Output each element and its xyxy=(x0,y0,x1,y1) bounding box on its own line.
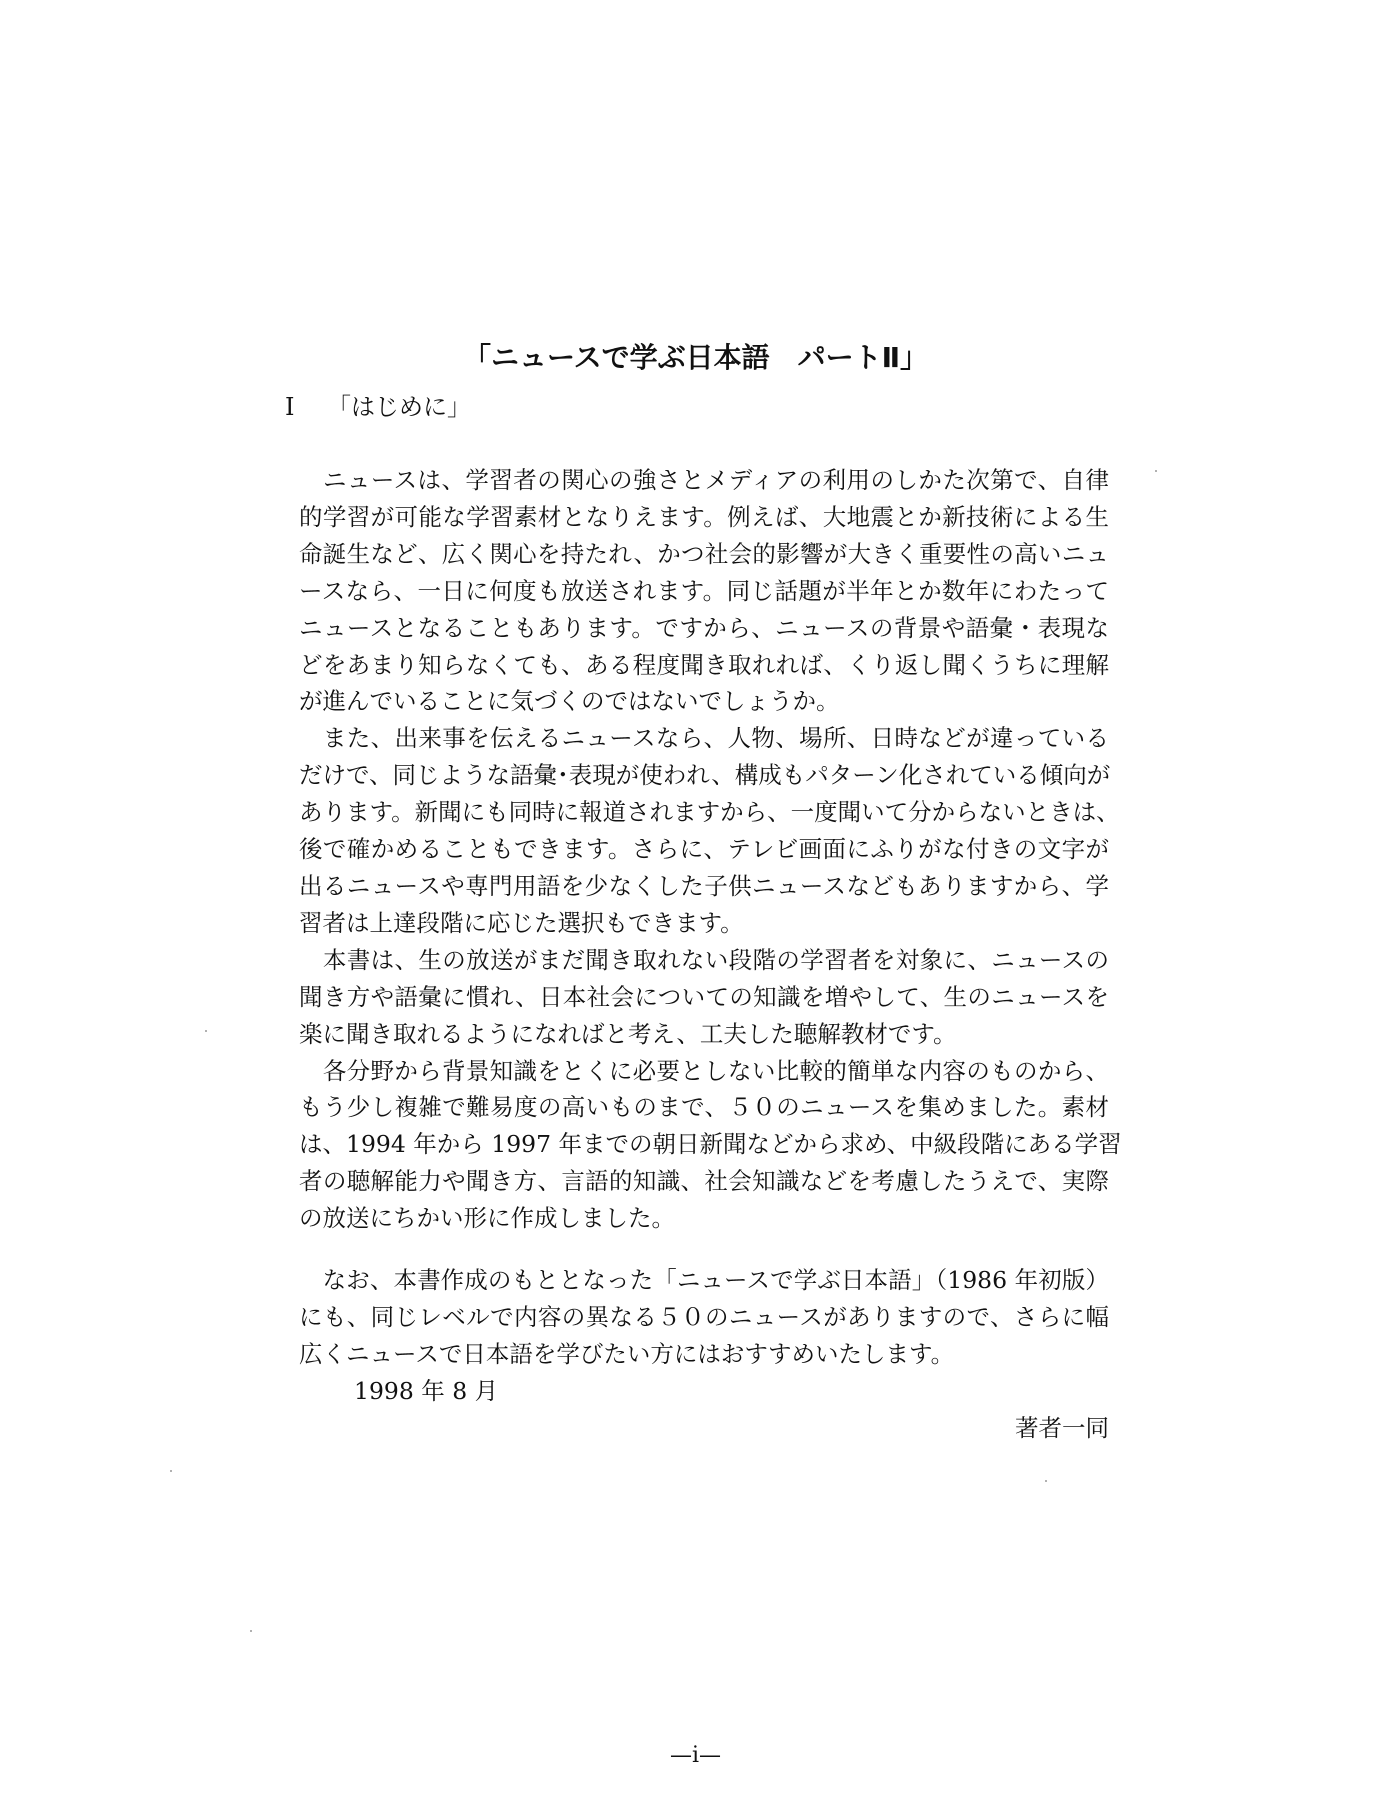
body-line: どをあまり知らなくても、ある程度聞き取れれば、くり返し聞くうちに理解 xyxy=(299,650,1109,679)
date: 1998 年 8 月 xyxy=(354,1376,499,1405)
body-line: だけで、同じような語彙･表現が使われ、構成もパターン化されている傾向が xyxy=(299,761,1111,790)
body-line: 出るニュースや専門用語を少なくした子供ニュースなどもありますから、学 xyxy=(299,871,1109,900)
body-line: ニュースは、学習者の関心の強さとメディアの利用のしかた次第で、自律 xyxy=(299,466,1109,494)
scan-speck xyxy=(1045,1480,1047,1482)
body-line: あります。新聞にも同時に報道されますから、一度聞いて分からないときは、 xyxy=(299,798,1120,827)
body-line: の放送にちかい形に作成しました。 xyxy=(299,1204,675,1233)
scan-speck xyxy=(170,1470,172,1472)
note-line: にも、同じレベルで内容の異なる５０のニュースがありますので、さらに幅 xyxy=(299,1302,1109,1331)
page-title: 「ニュースで学ぶ日本語 パートⅡ」 xyxy=(462,341,929,374)
intro-body xyxy=(299,462,1122,1237)
body-line: 者の聴解能力や聞き方、言語的知識、社会知識などを考慮したうえで、実際 xyxy=(299,1167,1109,1196)
body-line: もう少し複雑で難易度の高いものまで、５０のニュースを集めました。素材 xyxy=(299,1093,1109,1122)
body-line: ースなら、一日に何度も放送されます。同じ話題が半年とか数年にわたって xyxy=(299,576,1109,605)
scan-speck xyxy=(1155,470,1157,472)
body-line: が進んでいることに気づくのではないでしょうか。 xyxy=(299,687,840,716)
body-line: 的学習が可能な学習素材となりえます。例えば、大地震とか新技術による生 xyxy=(299,502,1109,531)
body-line: 楽に聞き取れるようになればと考え、工夫した聴解教材です。 xyxy=(299,1019,957,1048)
section-title: 「はじめに」 xyxy=(327,393,471,421)
body-line: は、1994 年から 1997 年までの朝日新聞などから求め、中級段階にある学習 xyxy=(299,1130,1122,1159)
note-line: なお、本書作成のもととなった「ニュースで学ぶ日本語」（1986 年初版） xyxy=(299,1266,1109,1294)
body-line: また、出来事を伝えるニュースなら、人物、場所、日時などが違っている xyxy=(299,724,1109,753)
body-line: 後で確かめることもできます。さらに、テレビ画面にふりがな付きの文字が xyxy=(299,835,1109,864)
body-line: ニュースとなることもあります。ですから、ニュースの背景や語彙・表現な xyxy=(299,613,1109,642)
note-line: 広くニュースで日本語を学びたい方にはおすすめいたします。 xyxy=(299,1339,955,1368)
body-line: 命誕生など、広く関心を持たれ、かつ社会的影響が大きく重要性の高いニュ xyxy=(299,539,1109,568)
page-number: —i— xyxy=(669,1743,722,1768)
note-body xyxy=(299,1262,1109,1447)
section-heading xyxy=(285,392,471,422)
scan-speck xyxy=(205,1030,207,1032)
author: 著者一同 xyxy=(1015,1413,1109,1442)
body-line: 聞き方や語彙に慣れ、日本社会についての知識を増やして、生のニュースを xyxy=(299,982,1109,1011)
scan-speck xyxy=(250,1630,252,1632)
body-line: 本書は、生の放送がまだ聞き取れない段階の学習者を対象に、ニュースの xyxy=(299,945,1109,974)
body-line: 各分野から背景知識をとくに必要としない比較的簡単な内容のものから、 xyxy=(299,1056,1109,1085)
section-number: I xyxy=(285,393,295,421)
body-line: 習者は上達段階に応じた選択もできます。 xyxy=(299,908,744,937)
